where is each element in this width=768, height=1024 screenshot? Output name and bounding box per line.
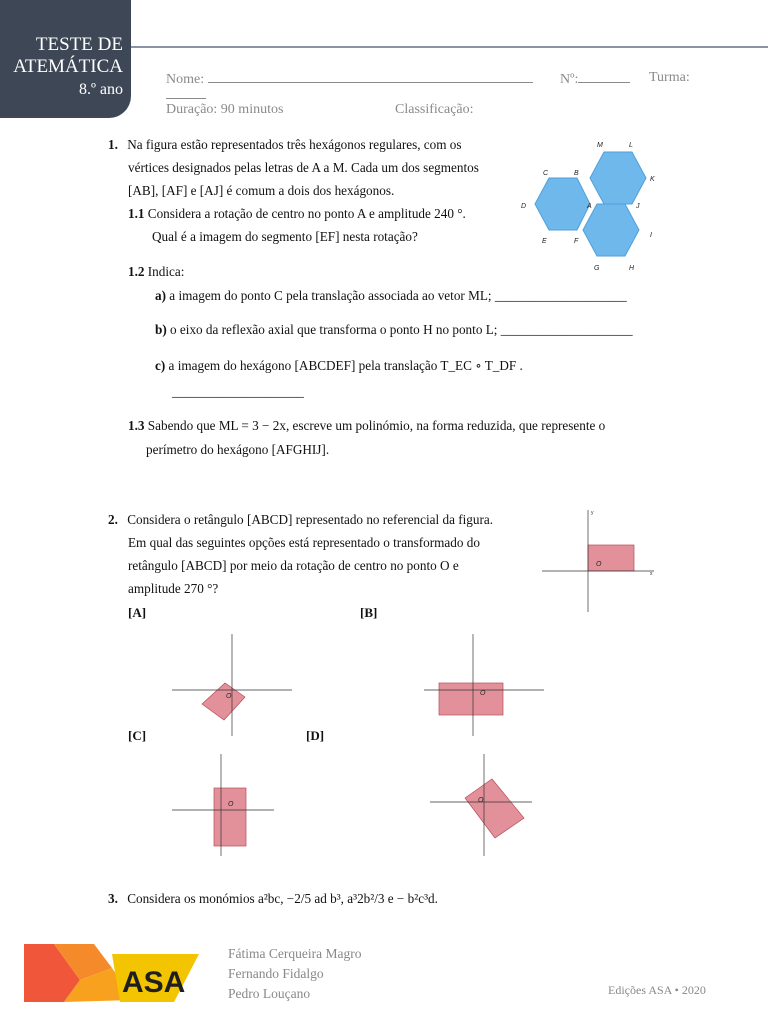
rectangle-abcd xyxy=(588,545,634,571)
classification-label: Classificação: xyxy=(395,102,474,117)
option-d-figure[interactable] xyxy=(426,750,536,860)
origin-label-b: O xyxy=(480,690,486,697)
option-b-label[interactable]: [B] xyxy=(360,605,378,620)
authors xyxy=(228,944,361,1004)
label-l: L xyxy=(629,142,633,149)
grade-label: 8.º ano xyxy=(78,81,123,98)
label-j: J xyxy=(636,203,640,210)
rectangle-c xyxy=(214,788,246,846)
title-tab xyxy=(0,0,131,118)
q2-line4: amplitude 270 °? xyxy=(128,581,219,596)
label-f: F xyxy=(574,238,579,245)
q1-2b: b) o eixo da reflexão axial que transforma o ponto H no ponto L; ____________________ xyxy=(155,322,633,337)
duration-label: Duração: 90 minutos xyxy=(166,102,284,117)
q1-1-question: Qual é a imagem do segmento [EF] nesta rotação? xyxy=(152,229,418,244)
rectangle-b xyxy=(439,683,503,715)
origin-label-d: O xyxy=(478,797,484,804)
label-k: K xyxy=(650,176,655,183)
q1-intro: 1. Na figura estão representados três hexágonos regulares, com os xyxy=(108,137,462,152)
q1-2c: c) a imagem do hexágono [ABCDEF] pela translação T_EC ∘ T_DF . xyxy=(155,358,523,373)
q1-intro-b: vértices designados pelas letras de A a M. Cada um dos segmentos xyxy=(128,160,479,175)
option-a-figure[interactable] xyxy=(168,630,298,740)
q1-3-line2: perímetro do hexágono [AFGHIJ]. xyxy=(146,442,330,457)
hexagon-abcdef xyxy=(535,178,590,230)
origin-label-c: O xyxy=(228,801,234,808)
edition-label: Edições ASA • 2020 xyxy=(608,983,706,997)
author-1: Fátima Cerqueira Magro xyxy=(228,946,362,961)
label-d: D xyxy=(521,203,527,210)
hexagon-figure xyxy=(515,136,665,276)
label-b: B xyxy=(574,170,579,177)
logo-text: ASA xyxy=(122,966,186,999)
rotated-rectangle-a xyxy=(202,683,245,720)
q1-2a: a) a imagem do ponto C pela translação associada ao vetor ML; ____________________ xyxy=(155,288,627,303)
rotated-rectangle-d xyxy=(465,779,524,838)
option-c-figure[interactable] xyxy=(168,750,278,860)
q2-reference-figure xyxy=(538,506,658,616)
label-e: E xyxy=(542,238,547,245)
author-3: Pedro Louçano xyxy=(228,986,311,1001)
q1-3: 1.3 Sabendo que ML = 3 − 2x, escreve um polinómio, na forma reduzida, que represente o xyxy=(128,418,606,433)
label-h: H xyxy=(629,265,635,272)
option-a-label[interactable]: [A] xyxy=(128,605,147,620)
class-field[interactable]: Turma: xyxy=(649,70,690,85)
header-rule xyxy=(131,46,768,48)
title-line2: ATEMÁTICA xyxy=(13,56,123,77)
option-c-label[interactable]: [C] xyxy=(128,728,147,743)
origin-label: O xyxy=(596,561,602,568)
axis-y-label: y xyxy=(591,510,594,516)
asa-logo xyxy=(24,940,199,1004)
q3: 3. Considera os monómios a²bc, −2/5 ad b³, a³2b²/3 e − b²c³d. xyxy=(108,891,438,906)
label-m: M xyxy=(597,142,603,149)
hexagon-afghij xyxy=(583,204,639,256)
option-b-figure[interactable] xyxy=(420,630,550,740)
option-d-label[interactable]: [D] xyxy=(306,728,325,743)
axis-x-label: x xyxy=(650,571,653,577)
q1-1: 1.1 Considera a rotação de centro no ponto A e amplitude 240 °. xyxy=(128,206,466,221)
label-g: G xyxy=(594,265,600,272)
title-line1: TESTE DE xyxy=(35,34,123,55)
origin-label-a: O xyxy=(226,693,232,700)
hexagon-abjklm xyxy=(590,152,646,204)
q1-intro-c: [AB], [AF] e [AJ] é comum a dois dos hexágonos. xyxy=(128,183,395,198)
q1-2: 1.2 Indica: xyxy=(128,264,185,279)
label-c: C xyxy=(543,170,549,177)
number-field[interactable]: Nº: xyxy=(560,70,630,88)
q2-line1: 2. Considera o retângulo [ABCD] representado no referencial da figura. xyxy=(108,512,493,527)
label-i: I xyxy=(650,232,652,239)
name-field[interactable]: Nome: xyxy=(166,70,533,88)
q1-2c-blank[interactable]: ____________________ xyxy=(172,384,304,399)
label-a: A xyxy=(587,203,592,210)
q2-line3: retângulo [ABCD] por meio da rotação de centro no ponto O e xyxy=(128,558,459,573)
q2-line2: Em qual das seguintes opções está representado o transformado do xyxy=(128,535,480,550)
author-2: Fernando Fidalgo xyxy=(228,966,324,981)
